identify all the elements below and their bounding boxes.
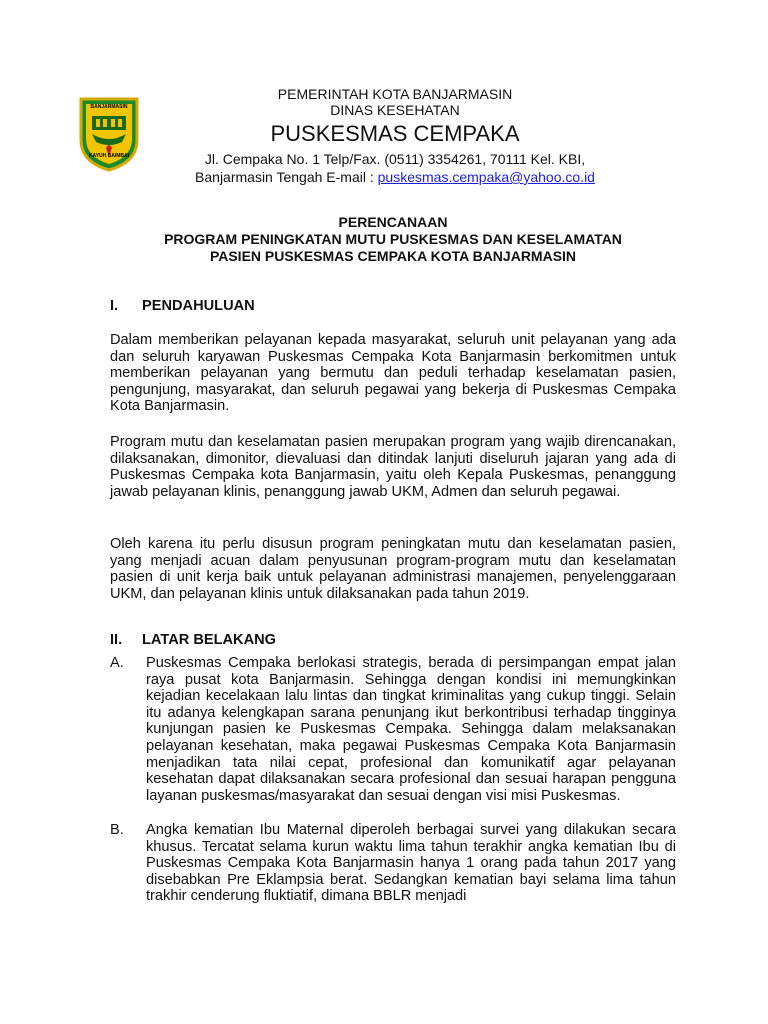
email-line <box>150 168 640 186</box>
letterhead <box>150 86 640 186</box>
section-number: II. <box>110 632 123 648</box>
section-heading-pendahuluan <box>110 298 255 314</box>
email-prefix: Banjarmasin Tengah E-mail : <box>195 169 378 185</box>
paragraph: Program mutu dan keselamatan pasien merupakan program yang wajib direncanakan, dilaksanakan, dimonitor, dievaluasi dan ditindak lanjuti diseluruh jajaran yang ada di Puskesmas Cempaka kota Banjarmasin, yaitu oleh Kepala Puskesmas, penanggung jawab pelayanan klinis, penanggung jawab UKM, Admen dan seluruh pegawai. <box>110 434 676 500</box>
title-line-3: PASIEN PUSKESMAS CEMPAKA KOTA BANJARMASIN <box>209 248 577 264</box>
title-line-1: PERENCANAAN <box>338 214 448 230</box>
list-marker: A. <box>110 655 124 671</box>
logo-text-top: BANJARMASIN <box>90 104 128 110</box>
government-name: PEMERINTAH KOTA BANJARMASIN <box>277 86 513 102</box>
list-item <box>110 822 676 905</box>
section-title: LATAR BELAKANG <box>142 632 277 648</box>
section-heading-latar-belakang <box>110 632 276 648</box>
email-link[interactable]: puskesmas.cempaka@yahoo.co.id <box>377 169 595 185</box>
organization-name: PUSKESMAS CEMPAKA <box>270 121 520 146</box>
department-name: DINAS KESEHATAN <box>330 102 460 118</box>
list-item <box>110 655 676 804</box>
list-item-text: Angka kematian Ibu Maternal diperoleh berbagai survei yang dilakukan secara khusus. Tercatat selama kurun waktu lima tahun terakhir angka kematian Ibu di Puskesmas Cempaka Kota Banjarmasin hanya 1 orang pada tahun 2017 yang disebabkan Pre Eklampsia berat. Sedangkan kematian bayi selama lima tahun trakhir cenderung fluktiatif, dimana BBLR menjadi <box>146 822 676 905</box>
paragraph: Oleh karena itu perlu disusun program peningkatan mutu dan keselamatan pasien, yang menjadi acuan dalam penyusunan program-program mutu dan keselamatan pasien di unit kerja baik untuk pelayanan administrasi manajemen, penyelenggaraan UKM, dan pelayanan klinis untuk dilaksanakan pada tahun 2019. <box>110 536 676 602</box>
address-line: Jl. Cempaka No. 1 Telp/Fax. (0511) 3354261, 70111 Kel. KBI, <box>204 151 586 167</box>
document-title <box>100 214 686 265</box>
section-number: I. <box>110 298 119 314</box>
paragraph: Dalam memberikan pelayanan kepada masyarakat, seluruh unit pelayanan yang ada dan seluruh karyawan Puskesmas Cempaka Kota Banjarmasin berkomitmen untuk memberikan pelayanan yang bermutu dan peduli terhadap keselamatan pasien, pengunjung, masyarakat, dan seluruh pegawai yang bekerja di Puskesmas Cempaka Kota Banjarmasin. <box>110 332 676 415</box>
title-line-2: PROGRAM PENINGKATAN MUTU PUSKESMAS DAN KESELAMATAN <box>164 231 622 247</box>
list-marker: B. <box>110 822 124 838</box>
logo-text-bottom: KAYUH BAIMBAI <box>88 153 130 159</box>
list-item-text: Puskesmas Cempaka berlokasi strategis, berada di persimpangan empat jalan raya pusat kota Banjarmasin. Sehingga dengan kondisi ini memungkinkan kejadian kecelakaan lalu lintas dan tingkat kriminalitas yang cukup tinggi. Selain itu adanya kelengkapan sarana penunjang ikut berkontribusi terhadap tingginya kunjungan pasien ke Puskesmas Cempaka. Sehingga dalam melaksanakan pelayanan kesehatan, maka pegawai Puskesmas Cempaka Kota Banjarmasin menjadikan tata nilai cepat, profesional dan komunikatif agar pelayanan kesehatan dapat dilaksanakan secara profesional dan sesuai harapan pengguna layanan puskesmas/masyarakat dan sesuai dengan visi misi Puskesmas. <box>146 655 676 804</box>
city-emblem-logo <box>78 96 140 172</box>
section-title: PENDAHULUAN <box>142 298 255 314</box>
